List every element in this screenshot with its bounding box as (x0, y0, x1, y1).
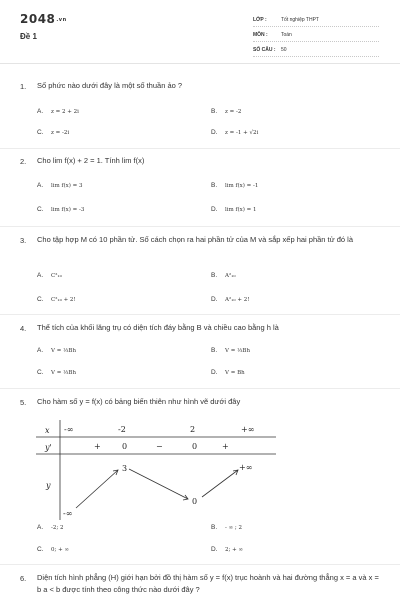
logo-text: 2048 (20, 12, 56, 26)
option-letter: C. (37, 206, 44, 213)
meta-subject (253, 32, 292, 38)
option-value: A²₁₀ (225, 273, 236, 279)
option-letter: C. (37, 129, 44, 136)
option-letter: A. (37, 524, 44, 531)
derivative-sign: 0 (122, 442, 128, 451)
option-d[interactable] (211, 296, 249, 303)
question-text: Thể tích của khối lăng trụ có diện tích đáy bằng B và chiều cao bằng h là (37, 323, 279, 332)
x-value: +∞ (241, 425, 255, 434)
variation-table (36, 420, 276, 520)
option-letter: B. (211, 524, 218, 531)
option-letter: D. (211, 546, 218, 553)
option-letter: A. (37, 182, 44, 189)
option-value: - ∞ ; 2 (225, 525, 243, 531)
option-letter: A. (37, 347, 44, 354)
derivative-sign: + (222, 442, 229, 451)
option-letter: C. (37, 296, 44, 303)
option-value: -2; 2 (51, 525, 64, 531)
option-letter: B. (211, 182, 218, 189)
option-letter: C. (37, 546, 44, 553)
exam-title: Đề 1 (20, 32, 37, 41)
option-value: lim f(x) = 1 (225, 207, 257, 213)
table-y-label: y (46, 481, 51, 490)
option-letter: D. (211, 206, 218, 213)
option-c[interactable] (37, 206, 84, 213)
option-letter: B. (211, 272, 218, 279)
option-value: V = ⅓Bh (51, 348, 76, 354)
option-value: C²₁₀ + 2! (51, 297, 76, 303)
option-value: 0; + ∞ (51, 547, 70, 553)
option-b[interactable] (211, 182, 258, 189)
header-divider (0, 63, 400, 64)
exam-header (0, 0, 400, 62)
meta-class (253, 17, 319, 23)
table-yprime-label: y' (45, 443, 52, 452)
derivative-sign: − (156, 442, 163, 451)
option-letter: A. (37, 108, 44, 115)
option-b[interactable] (211, 108, 241, 115)
option-letter: D. (211, 369, 218, 376)
question-text: Diện tích hình phẳng (H) giới hạn bởi đồ thị hàm số y = f(x) trục hoành và hai đường thẳng x = a và x = b a < b được tính theo công thức nào dưới đây ? (37, 573, 379, 594)
meta-label: MÔN : (253, 32, 268, 38)
meta-divider (253, 41, 379, 42)
derivative-sign: 0 (192, 442, 198, 451)
option-value: lim f(x) = -1 (225, 183, 259, 189)
option-letter: D. (211, 296, 218, 303)
option-letter: A. (37, 272, 44, 279)
question-divider (0, 314, 400, 315)
increase-arrow (202, 470, 238, 497)
decrease-arrow (129, 469, 188, 499)
option-letter: D. (211, 129, 218, 136)
option-value: V = ⅓Bh (225, 348, 250, 354)
option-value: lim f(x) = -3 (51, 207, 85, 213)
option-a[interactable] (37, 182, 83, 189)
option-value: z = 2 + 2i (51, 109, 79, 115)
y-value: 3 (122, 464, 128, 473)
option-a[interactable] (37, 347, 76, 354)
question-number: 1. (20, 82, 27, 91)
option-c[interactable] (37, 296, 76, 303)
meta-divider (253, 56, 379, 57)
increase-arrow (76, 470, 118, 508)
option-a[interactable] (37, 524, 63, 531)
table-x-label: x (45, 426, 50, 435)
option-d[interactable] (211, 546, 243, 553)
option-letter: C. (37, 369, 44, 376)
y-value: +∞ (239, 463, 253, 472)
option-c[interactable] (37, 129, 69, 136)
question-number: 5. (20, 398, 27, 407)
meta-label: SỐ CÂU : (253, 47, 276, 53)
meta-value: Tốt nghiệp THPT (281, 17, 319, 23)
option-d[interactable] (211, 369, 245, 376)
option-a[interactable] (37, 272, 62, 279)
derivative-sign: + (94, 442, 101, 451)
option-c[interactable] (37, 546, 69, 553)
question-text: Cho tập hợp M có 10 phần tử. Số cách chọn ra hai phần tử của M và sắp xếp hai phần tử đó là (37, 235, 354, 244)
meta-label: LỚP : (253, 17, 267, 23)
option-letter: B. (211, 347, 218, 354)
question-text: Cho hàm số y = f(x) có bảng biến thiên như hình vẽ dưới đây (37, 397, 241, 406)
x-value: -2 (118, 425, 126, 434)
option-a[interactable] (37, 108, 79, 115)
question-number: 3. (20, 236, 27, 245)
option-value: V = ⅓Bh (51, 370, 76, 376)
meta-value: 50 (281, 47, 287, 53)
meta-value: Toán (281, 32, 292, 38)
option-d[interactable] (211, 206, 257, 213)
question-text: Cho lim f(x) + 2 = 1. Tính lim f(x) (37, 156, 145, 165)
x-value: -∞ (64, 425, 74, 434)
option-b[interactable] (211, 524, 242, 531)
x-value: 2 (190, 425, 196, 434)
question-divider (0, 226, 400, 227)
option-b[interactable] (211, 272, 236, 279)
question-divider (0, 564, 400, 565)
option-d[interactable] (211, 129, 258, 136)
option-b[interactable] (211, 347, 250, 354)
option-value: V = Bh (225, 370, 245, 376)
y-value: -∞ (63, 509, 73, 518)
meta-count (253, 47, 287, 53)
option-value: z = -1 + √2i (225, 130, 259, 136)
question-number: 2. (20, 157, 27, 166)
question-divider (0, 388, 400, 389)
meta-divider (253, 26, 379, 27)
option-value: z = -2 (225, 109, 242, 115)
question-number: 4. (20, 324, 27, 333)
option-c[interactable] (37, 369, 76, 376)
question-number: 6. (20, 574, 27, 583)
question-text: Số phức nào dưới đây là một số thuần ảo ? (37, 81, 183, 90)
option-value: lim f(x) = 3 (51, 183, 83, 189)
option-value: C²₁₀ (51, 273, 62, 279)
option-value: z = -2i (51, 130, 70, 136)
option-value: 2; + ∞ (225, 547, 244, 553)
option-value: A²₁₀ + 2! (225, 297, 250, 303)
question-divider (0, 148, 400, 149)
logo-suffix: .vn (56, 16, 67, 23)
option-letter: B. (211, 108, 218, 115)
site-logo[interactable] (20, 12, 67, 26)
y-value: 0 (192, 497, 198, 506)
